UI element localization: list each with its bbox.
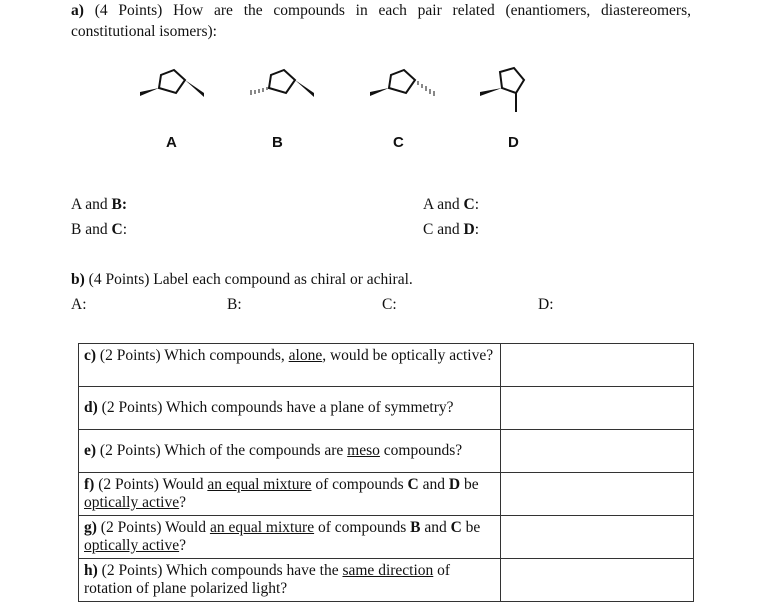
molecule-b-wedge-right: [295, 80, 314, 97]
question-f-text-1: (2 Points) Would: [98, 476, 208, 493]
table-row: [79, 516, 694, 559]
part-b-prefix: b): [71, 271, 85, 288]
pair-a-b: [71, 196, 127, 214]
question-g-underline-2: optically active: [84, 537, 180, 554]
pair-c-d-second: D: [463, 221, 475, 238]
question-f-text-5: ?: [179, 494, 187, 511]
question-f-text-2: of compounds: [311, 476, 408, 493]
question-h-prefix: h): [84, 562, 98, 579]
question-d-text: (2 Points) Which compounds have a plane of symmetry?: [101, 399, 454, 416]
question-g-bold-2: C: [450, 519, 462, 536]
part-b-label-c: C:: [382, 296, 397, 313]
question-f-prefix: f): [84, 476, 95, 493]
question-f-bold-2: D: [448, 476, 461, 493]
molecule-c: [366, 60, 438, 104]
molecule-d-label: D: [508, 134, 519, 151]
molecule-a-wedge-right: [185, 80, 204, 97]
pair-c-d: [423, 221, 479, 239]
pair-a-c: [423, 196, 479, 214]
pair-b-c-first: B: [71, 221, 82, 238]
part-a-question: [71, 0, 691, 42]
part-b-label-d: D:: [538, 296, 554, 313]
molecule-a-ring: [159, 70, 185, 93]
answer-e-field[interactable]: [501, 430, 694, 473]
question-g-text-2: of compounds: [314, 519, 411, 536]
table-row: [79, 430, 694, 473]
molecule-c-wedge-left: [370, 88, 389, 96]
question-h-underline: same direction: [342, 562, 434, 579]
pair-b-c: [71, 221, 127, 239]
molecule-b-hash-left: [251, 87, 267, 95]
table-row: [79, 559, 694, 602]
pair-a-c-first: A: [423, 196, 434, 213]
pair-a-b-second: B: [111, 196, 122, 213]
part-b-label-b: B:: [227, 296, 242, 313]
question-c: [79, 344, 501, 387]
question-g-underline-1: an equal mixture: [209, 519, 315, 536]
question-e-underline: meso: [347, 442, 380, 459]
molecule-a-wedge-left: [140, 88, 159, 96]
pair-a-b-colon: :: [121, 196, 127, 213]
molecule-d-ring: [500, 68, 524, 93]
question-e-text-2: compounds?: [379, 442, 463, 459]
pair-c-d-colon: :: [474, 221, 479, 238]
pair-b-c-colon: :: [122, 221, 127, 238]
molecule-c-label: C: [393, 134, 404, 151]
molecule-b: [246, 60, 318, 104]
question-d-prefix: d): [84, 399, 98, 416]
pair-c-d-first: C: [423, 221, 434, 238]
question-g: [79, 516, 501, 559]
part-b-label-a: A:: [71, 296, 87, 313]
part-a-prefix: a): [71, 2, 84, 19]
part-a-text: (4 Points) How are the compounds in each pair related (enantiomers, diastereomers, constitutional isomers):: [71, 2, 691, 40]
molecule-d-wedge-left: [480, 88, 502, 96]
answer-d-field[interactable]: [501, 387, 694, 430]
answer-f-field[interactable]: [501, 473, 694, 516]
molecule-c-hash-right: [418, 81, 434, 96]
molecule-c-ring: [389, 70, 415, 93]
question-h-text-1: (2 Points) Which compounds have the: [101, 562, 343, 579]
pair-a-c-second: C: [463, 196, 475, 213]
question-g-text-4: be: [461, 519, 481, 536]
molecule-d: [476, 60, 540, 120]
pair-a-c-and: and: [437, 196, 460, 213]
question-e-prefix: e): [84, 442, 97, 459]
question-c-prefix: c): [84, 347, 97, 364]
question-c-text-1: (2 Points) Which compounds,: [99, 347, 289, 364]
question-h-text-2: of rotation of plane polarized light?: [84, 562, 451, 597]
pair-b-c-second: C: [111, 221, 123, 238]
question-e: [79, 430, 501, 473]
question-g-text-3: and: [420, 519, 451, 536]
answer-g-field[interactable]: [501, 516, 694, 559]
pair-a-b-and: and: [85, 196, 108, 213]
questions-table: [78, 343, 694, 602]
question-g-prefix: g): [84, 519, 97, 536]
pair-c-d-and: and: [437, 221, 460, 238]
question-e-text-1: (2 Points) Which of the compounds are: [99, 442, 348, 459]
question-d: [79, 387, 501, 430]
question-h: [79, 559, 501, 602]
table-row: [79, 473, 694, 516]
question-g-bold-1: B: [410, 519, 421, 536]
pair-a-c-colon: :: [474, 196, 479, 213]
table-row: [79, 344, 694, 387]
molecule-a: [136, 60, 208, 104]
question-g-text-5: ?: [179, 537, 187, 554]
question-f-text-4: be: [460, 476, 479, 493]
part-b-text: (4 Points) Label each compound as chiral or achiral.: [88, 271, 413, 288]
question-c-text-2: , would be optically active?: [322, 347, 494, 364]
table-row: [79, 387, 694, 430]
question-g-text-1: (2 Points) Would: [100, 519, 210, 536]
question-f-text-3: and: [418, 476, 449, 493]
question-f-bold-1: C: [407, 476, 419, 493]
molecule-a-label: A: [166, 134, 177, 151]
question-f-underline-2: optically active: [84, 494, 180, 511]
question-f: [79, 473, 501, 516]
question-c-underline: alone: [288, 347, 323, 364]
molecule-b-label: B: [272, 134, 283, 151]
pair-a-b-first: A: [71, 196, 82, 213]
pair-b-c-and: and: [85, 221, 108, 238]
question-f-underline-1: an equal mixture: [207, 476, 312, 493]
answer-h-field[interactable]: [501, 559, 694, 602]
answer-c-field[interactable]: [501, 344, 694, 387]
part-b-question: [71, 271, 413, 289]
molecule-b-ring: [269, 70, 295, 93]
